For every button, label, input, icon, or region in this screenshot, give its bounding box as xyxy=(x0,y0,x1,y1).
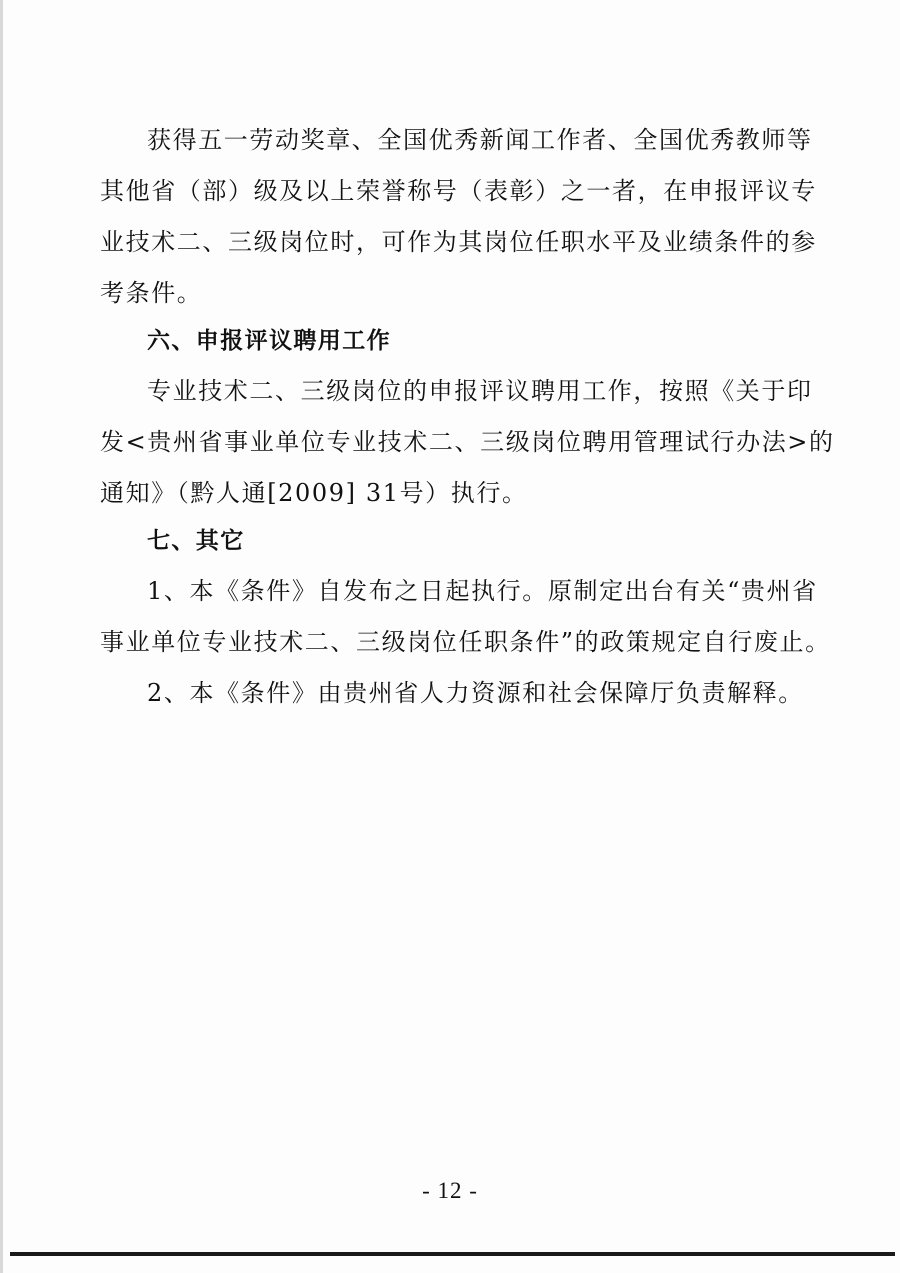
paragraph-honor-line-1: 获得五一劳动奖章、全国优秀新闻工作者、全国优秀教师等 xyxy=(147,126,813,154)
page-number: - 12 - xyxy=(422,1178,478,1203)
section-7-item-1-line-1: 1、本《条件》自发布之日起执行。原制定出台有关“贵州省 xyxy=(147,577,818,605)
section-6-heading: 六、申报评议聘用工作 xyxy=(147,328,391,354)
section-6-line-2: 发<贵州省事业单位专业技术二、三级岗位聘用管理试行办法>的 xyxy=(100,428,835,456)
scan-edge xyxy=(0,0,3,1273)
section-7-item-1-line-2: 事业单位专业技术二、三级岗位任职条件”的政策规定自行废止。 xyxy=(100,628,831,656)
section-6-line-3: 通知》（黔人通[2009] 31号）执行。 xyxy=(100,479,528,507)
section-6-line-1: 专业技术二、三级岗位的申报评议聘用工作，按照《关于印 xyxy=(147,377,813,405)
paragraph-honor-line-2: 其他省（部）级及以上荣誉称号（表彰）之一者，在申报评议专 xyxy=(100,177,817,205)
bottom-border-rule xyxy=(10,1252,895,1256)
section-7-item-2-line-1: 2、本《条件》由贵州省人力资源和社会保障厅负责解释。 xyxy=(147,679,804,707)
paragraph-honor-line-4: 考条件。 xyxy=(100,279,203,307)
section-7-heading: 七、其它 xyxy=(147,528,245,554)
paragraph-honor-line-3: 业技术二、三级岗位时，可作为其岗位任职水平及业绩条件的参 xyxy=(100,228,817,256)
